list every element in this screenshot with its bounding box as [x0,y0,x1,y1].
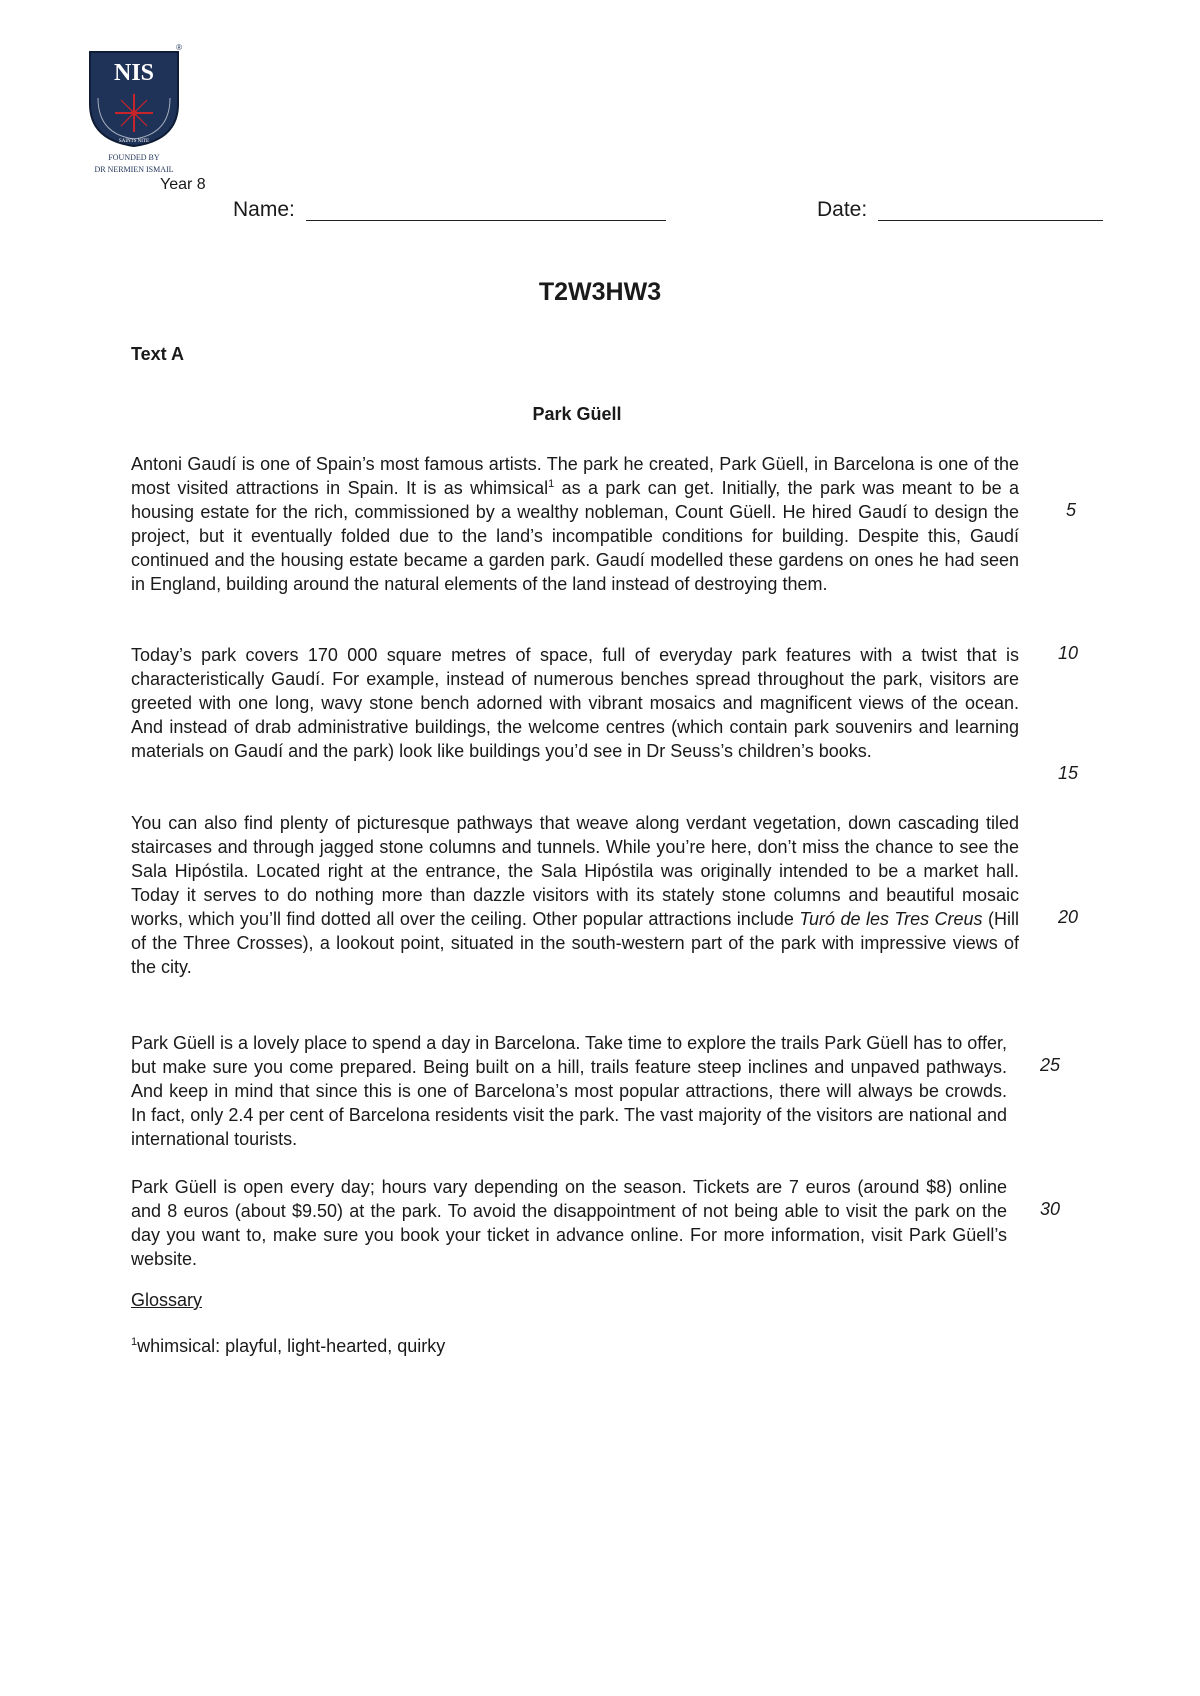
paragraph-2 [131,643,1019,763]
text-label: Text A [131,344,185,364]
paragraph-5 [131,1175,1007,1271]
founder-name-text: DR NERMIEN ISMAIL [94,165,174,174]
founded-by-text: FOUNDED BY [108,153,160,162]
date-field[interactable] [878,220,1103,221]
paragraph-text: You can also find plenty of picturesque pathways that weave along verdant vegetation, down cascading tiled staircases and through jagged stone columns and tunnels. While you’re here, don’t miss the chance to see the Sala Hipóstila. Located right at the entrance, the Sala Hipóstila was originally intended to be a market hall. Today it serves to do nothing more than dazzle visitors with its stately stone columns and beautiful mosaic works, which you’ll find dotted all over the ceiling. Other popular attractions include [131,813,1019,929]
glossary-heading: Glossary [131,1290,203,1310]
footnote-marker: 1 [548,478,555,490]
line-number: 5 [1066,500,1077,520]
paragraph-text: Today’s park covers 170 000 square metres of space, full of everyday park features with a twist that is characteristically Gaudí. For example, instead of numerous benches spread throughout the park, visitors are greeted with one long, wavy stone bench adorned with vibrant mosaics and magnificent views of the ocean. And instead of drab administrative buildings, the welcome centres (which contain park souvenirs and learning materials on Gaudí and the park) look like buildings you’d see in Dr Seuss’s children’s books. [131,645,1019,761]
school-crest-logo [84,42,184,182]
glossary-entry [131,1336,445,1357]
paragraph-text: Park Güell is open every day; hours vary depending on the season. Tickets are 7 euros (around $8) online and 8 euros (about $9.50) at the park. To avoid the disappointment of not being able to visit the park on the day you want to, make sure you book your ticket in advance online. For more information, visit Park Güell’s website. [131,1177,1007,1269]
paragraph-text: as a park can get. Initially, the park was meant to be a housing estate for the rich, commissioned by a wealthy nobleman, Count Güell. He hired Gaudí to design the project, but it eventually folded due to the land’s incompatible conditions for building. Despite this, Gaudí continued and the housing estate became a garden park. Gaudí modelled these gardens on ones he had seen in England, building around the natural elements of the land instead of destroying them. [131,478,1019,594]
name-label: Name: [233,198,295,221]
glossary-definition: whimsical: playful, light-hearted, quirky [137,1336,446,1356]
line-number: 30 [1040,1199,1061,1219]
paragraph-text: Antoni Gaudí is one of Spain’s most famous artists. The park he created, Park Güell, in Barcelona is one of the most visited attractions in Spain. It is as whimsical [131,454,1019,498]
paragraph-text: Park Güell is a lovely place to spend a day in Barcelona. Take time to explore the trails Park Güell has to offer, but make sure you come prepared. Being built on a hill, trails feature steep inclines and unpaved pathways. And keep in mind that since this is one of Barcelona’s most popular attractions, there will always be crowds. In fact, only 2.4 per cent of Barcelona residents visit the park. The vast majority of the visitors are national and international tourists. [131,1033,1007,1149]
line-number: 20 [1058,907,1079,927]
crest-initials: NIS [113,60,155,86]
paragraph-1 [131,452,1019,596]
footnote-marker: 1 [131,1336,138,1348]
place-name-italic: Turó de les Tres Creus [799,909,983,929]
line-number: 10 [1058,643,1079,663]
crest-motto: SAINTS NITE [118,139,150,144]
year-label: Year 8 [160,176,206,193]
page-title: T2W3HW3 [538,278,662,306]
article-title: Park Güell [532,404,622,424]
date-label: Date: [817,198,868,221]
registered-mark: ® [176,43,182,52]
line-number: 25 [1040,1055,1061,1075]
paragraph-3 [131,811,1019,979]
name-field[interactable] [306,220,666,221]
paragraph-4 [131,1031,1007,1151]
line-number: 15 [1058,763,1079,783]
paragraph-text: (Hill of the Three Crosses), a lookout point, situated in the south-western part of the park with impressive views of the city. [131,909,1020,977]
